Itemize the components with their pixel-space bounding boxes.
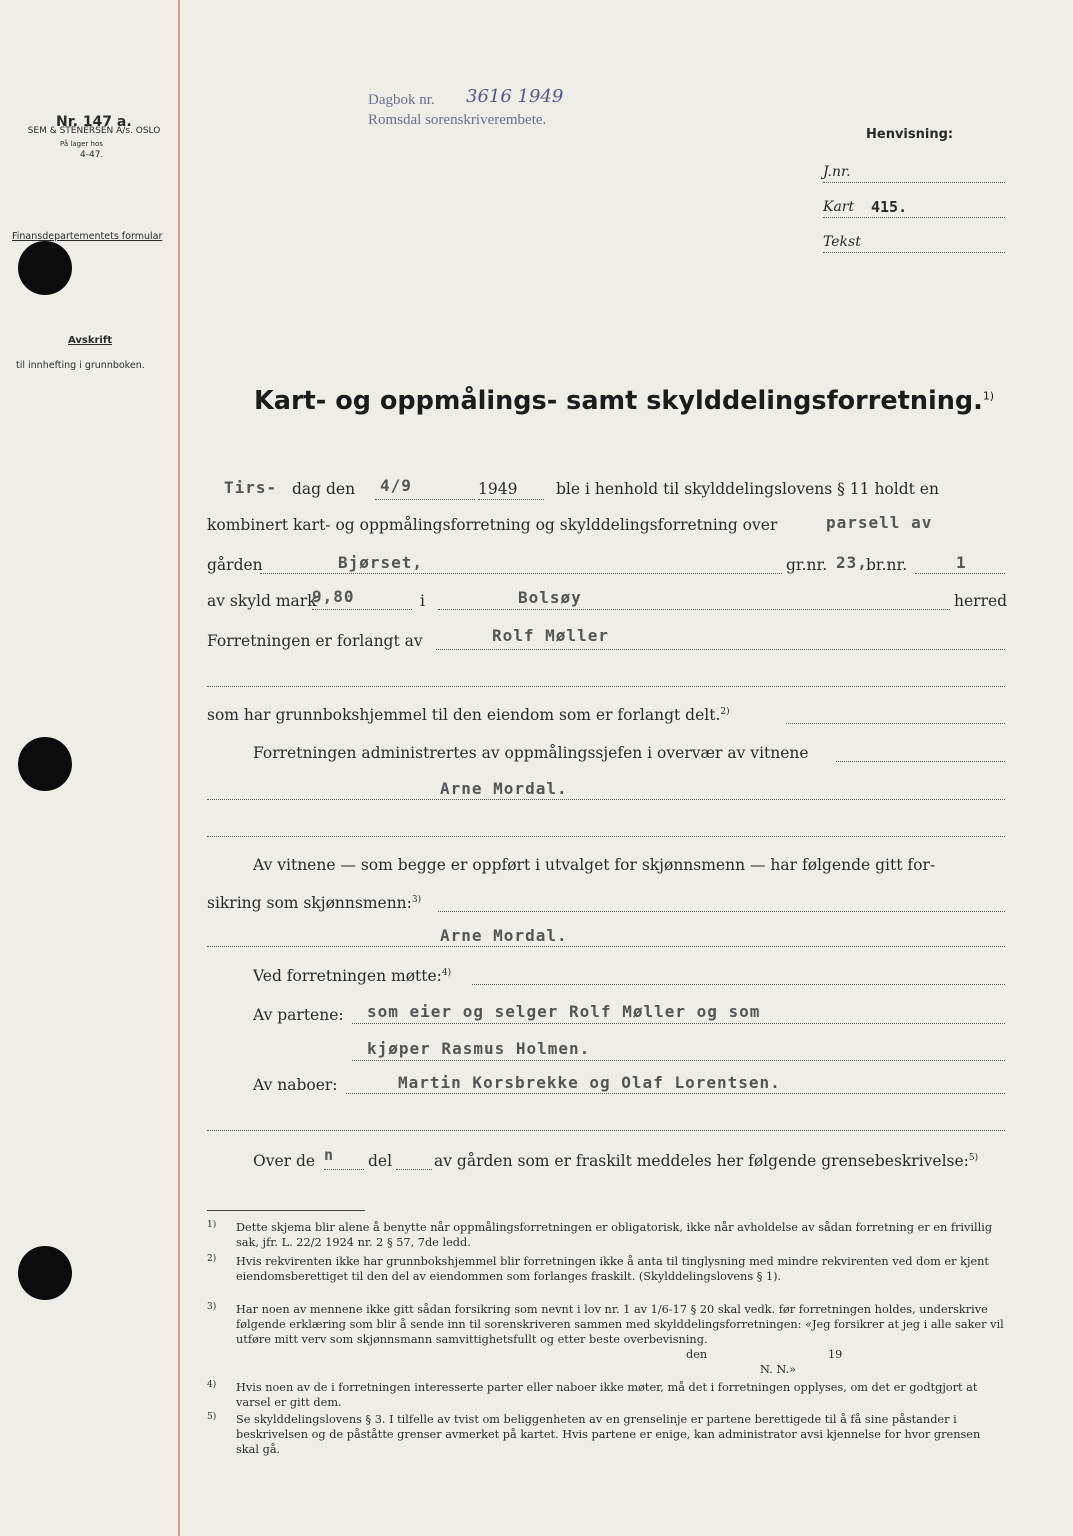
motte-line [472,984,1005,985]
naboer-line [346,1093,1005,1094]
vitne-typed: Arne Mordal. [440,779,568,798]
skyld-line [312,609,412,610]
skyld-typed: 9,80 [312,587,355,606]
stamp-handwritten-number: 3616 1949 [466,86,564,107]
title-note: 1) [982,389,995,403]
forlangt-label: Forretningen er forlangt av [207,632,423,650]
title-text: Kart- og oppmålings- samt skylddelingsforretning. [254,386,983,416]
herred-line [438,609,950,610]
footnote-3-nn: N. N.» [760,1363,797,1376]
footnote-2: Hvis rekvirenten ikke har grunnbokshjemmel blir forretningen ikke å anta til tinglysning med mindre rekvirenten ved dom er kjent eiendomsberettiget til den del av eiendommen som forlanges fraskilt. (Skylddelingslovens § 1). [236,1255,989,1284]
publisher: SEM & STENERSEN A/s. OSLO [27,126,161,136]
margin-line [178,0,180,1536]
document-title [254,386,994,416]
av-vitnene-text: Av vitnene — som begge er oppført i utvalget for skjønnsmenn — har følgende gitt for- [253,856,936,874]
brnr-line [915,573,1005,574]
footnote-rule [207,1210,365,1211]
i-label: i [420,592,425,610]
line2-text: kombinert kart- og oppmålingsforretning og skylddelingsforretning over [207,516,778,534]
line2-typed: parsell av [826,513,933,532]
henvisning-title: Henvisning: [866,127,954,142]
naboer-label: Av naboer: [253,1076,338,1094]
forsikring-label: sikring som skjønnsmenn: [207,894,412,912]
grunnbok-line [786,723,1005,724]
footnote-mark-3: 3) [207,1302,217,1312]
forlangt-typed: Rolf Møller [492,626,609,645]
year-value: 1949 [478,480,518,498]
footnote-mark-2: 2) [207,1254,217,1264]
line1-text: ble i henhold til skylddelingslovens § 11 holdt en [556,480,939,498]
tekst-label: Tekst [823,234,861,250]
administreres-text: Forretningen administrertes av oppmålingssjefen i overvær av vitnene [253,744,809,762]
jnr-label: J.nr. [823,164,851,180]
jnr-field [823,160,1005,183]
punch-hole [18,737,72,791]
garden-label: gården [207,556,263,574]
year-line [478,499,544,500]
kart-field [823,195,1005,218]
footnote-1: Dette skjema blir alene å benytte når oppmålingsforretningen er obligatorisk, ikke når avholdelse av sådan forretning er en frivillig sak, jfr. L. 22/2 1924 nr. 2 § 57, 7de ledd. [236,1221,993,1250]
partene-typed-2: kjøper Rasmus Holmen. [367,1039,591,1058]
brnr-label: br.nr. [866,556,908,574]
over-note: 5) [968,1152,979,1163]
grnr-label: gr.nr. [786,556,828,574]
date-line [375,499,475,500]
kart-label: Kart [823,199,855,215]
form-date: 4-47. [80,150,104,160]
motte-note: 4) [441,967,452,978]
footnote-mark-5: 5) [207,1412,217,1422]
grunnbok-note: 2) [720,706,730,717]
tekst-field [823,230,1005,253]
grunnbok-sentence: som har grunnbokshjemmel til den eiendom som er forlangt delt. [207,706,721,724]
over-de-label: Over de [253,1152,316,1170]
footnote-3-year: 19 [828,1348,843,1361]
over-de-line [324,1169,364,1170]
footnote-3-den: den [686,1348,708,1361]
stamp-office: Romsdal sorenskriverembete. [368,112,547,128]
publisher-prefix: På lager hos [60,140,103,148]
punch-hole [18,1246,72,1300]
garden-line [260,573,782,574]
forsikring-note: 3) [411,894,422,905]
naboer-typed: Martin Korsbrekke og Olaf Lorentsen. [398,1073,781,1092]
footnote-5: Se skylddelingslovens § 3. I tilfelle av tvist om beliggenheten av en grenselinje er partene berettigede til å få sine påstander i beskrivelsen og de påståtte grenser avmerket på kartet. Hvis partene er enige, kan administrator avsi kjennelse for hvor grensen skal gå. [236,1413,981,1457]
footnote-4: Hvis noen av de i forretningen interesserte parter eller naboer ikke møter, må det i forretningen opplyses, om det er godtgjort at varsel er gitt dem. [236,1381,978,1410]
garden-typed: Bjørset, [338,553,424,572]
grnr-typed: 23, [836,553,868,572]
form-number: Nr. 147 a. [56,114,132,130]
partene-line [352,1023,1005,1024]
vitne-line [207,799,1005,800]
over-rest: av gården som er fraskilt meddeles her følgende grensebeskrivelse: [434,1152,969,1170]
forlangt-line [436,649,1005,650]
herred-typed: Bolsøy [518,588,582,607]
del-label: del [368,1152,393,1170]
grunnbok-text [207,706,730,724]
footnote-3: Har noen av mennene ikke gitt sådan forsikring som nevnt i lov nr. 1 av 1/6-17 § 20 skal vedk. før forretningen holdes, underskrive følgende erklæring som blir å sende inn til sorenskriveren sammen med skylddelingsforretningen: «Jeg forsikrer at jeg i alle saker vil utføre mitt verv som skjønnsmann samvittighetsfullt og etter beste overbevisning. [236,1303,1004,1347]
innhefting-label: til innhefting i grunnboken. [16,360,145,371]
avskrift-label: Avskrift [68,335,112,346]
skjonn-typed: Arne Mordal. [440,926,568,945]
blank-line [207,1130,1005,1131]
forsikring-text [207,894,421,912]
footnote-mark-4: 4) [207,1380,217,1390]
motte-label: Ved forretningen møtte: [253,967,442,985]
blank-line [207,686,1005,687]
brnr-typed: 1 [956,553,967,572]
administreres-line [836,761,1005,762]
skyld-label: av skyld mark [207,592,317,610]
motte-text [253,967,451,985]
partene-typed-1: som eier og selger Rolf Møller og som [367,1002,761,1021]
kart-value: 415. [871,198,908,216]
stamp-dagbok: Dagbok nr. [368,92,435,108]
blank-line [207,836,1005,837]
partene-label: Av partene: [253,1006,344,1024]
del-line [396,1169,432,1170]
punch-hole [18,241,72,295]
skjonn-line [207,946,1005,947]
partene-line-2 [352,1060,1005,1061]
herred-label: herred [954,592,1008,610]
dag-den-label: dag den [292,480,356,498]
over-text [434,1152,978,1170]
date-typed: 4/9 [380,476,412,495]
forsikring-line [438,911,1005,912]
over-de-typed: n [324,1146,335,1164]
footnote-mark-1: 1) [207,1220,217,1230]
finans-label: Finansdepartementets formular [12,231,163,242]
weekday-typed: Tirs- [224,478,278,497]
